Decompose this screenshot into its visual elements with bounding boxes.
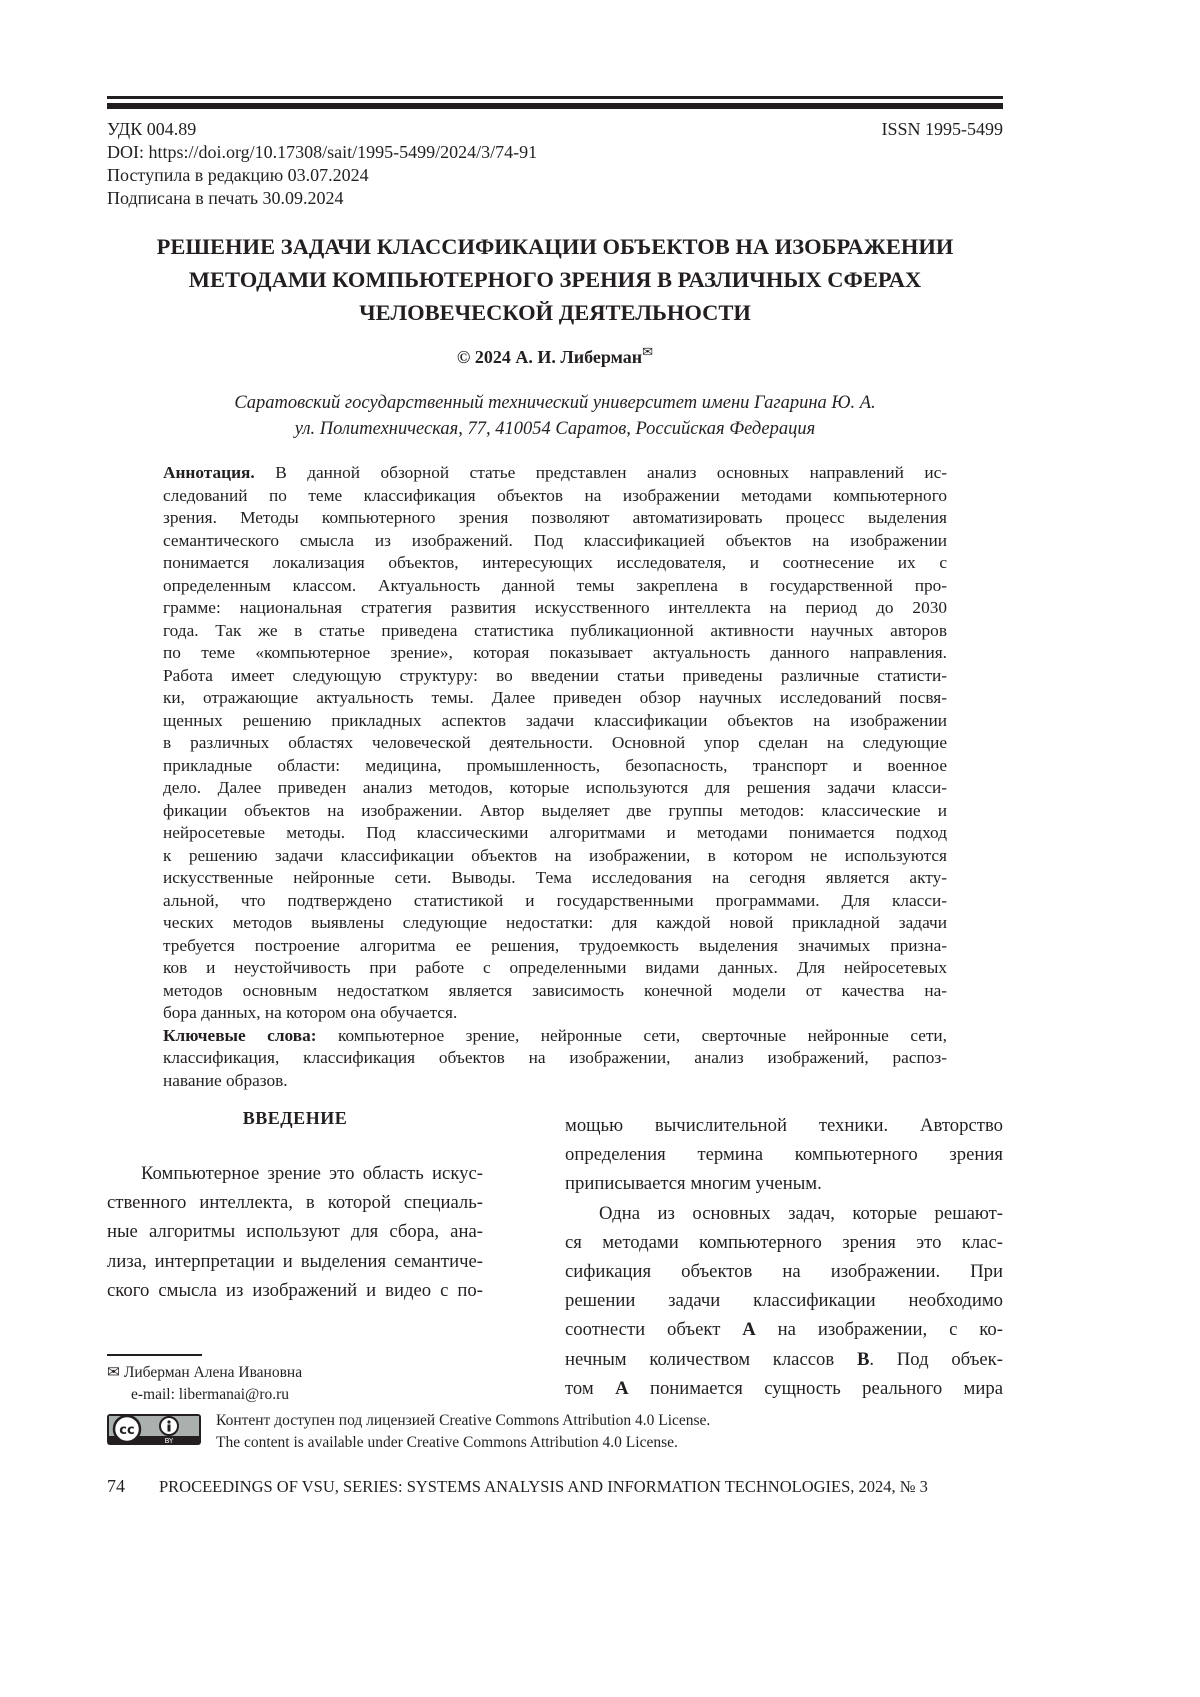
abstract-text: определенным классом. Актуальность данной темы закреплена в государственной про-	[163, 576, 947, 595]
keywords-line	[163, 1025, 947, 1048]
author-line	[107, 344, 1003, 368]
paragraph-line	[107, 1247, 483, 1276]
abstract	[163, 462, 947, 1092]
abstract-line	[163, 620, 947, 643]
abstract-line	[163, 755, 947, 778]
affiliation-line: ул. Политехническая, 77, 410054 Саратов, Российская Федерация	[107, 416, 1003, 442]
article-title	[107, 230, 1003, 329]
signed-date: Подписана в печать 30.09.2024	[107, 187, 537, 210]
abstract-text: ков и неустойчивость при работе с определенными видами данных. Для нейросетевых	[163, 958, 947, 977]
keywords-text: компьютерное зрение, нейронные сети, сверточные нейронные сети,	[316, 1026, 947, 1045]
abstract-line	[163, 935, 947, 958]
abstract-line	[163, 777, 947, 800]
paragraph-line	[565, 1199, 1003, 1228]
paragraph-line	[107, 1159, 483, 1188]
math-symbol: B	[857, 1349, 869, 1370]
line-text: том	[565, 1378, 615, 1399]
line-text: ные алгоритмы используют для сбора, ана-	[107, 1221, 483, 1242]
doi-link[interactable]: DOI: https://doi.org/10.17308/sait/1995-5499/2024/3/74-91	[107, 141, 537, 164]
abstract-line	[163, 597, 947, 620]
license-text	[216, 1410, 710, 1454]
line-text: . Под объек-	[869, 1349, 1003, 1370]
abstract-line	[163, 530, 947, 553]
line-text: приписывается многим ученым.	[565, 1173, 822, 1194]
page-number: 74	[107, 1476, 125, 1496]
affiliation-line: Саратовский государственный технический университет имени Гагарина Ю. А.	[107, 390, 1003, 416]
section-heading-intro: ВВЕДЕНИЕ	[107, 1108, 483, 1129]
paragraph-line	[565, 1374, 1003, 1403]
paragraph-line	[565, 1345, 1003, 1374]
abstract-line	[163, 552, 947, 575]
cc-by-icon	[107, 1414, 201, 1445]
paragraph-line	[565, 1315, 1003, 1344]
title-line: МЕТОДАМИ КОМПЬЮТЕРНОГО ЗРЕНИЯ В РАЗЛИЧНЫХ СФЕРАХ	[107, 263, 1003, 296]
abstract-text: В данной обзорной статье представлен анализ основных направлений ис-	[255, 463, 947, 482]
abstract-line	[163, 867, 947, 890]
abstract-line	[163, 462, 947, 485]
abstract-line	[163, 1002, 947, 1025]
abstract-line	[163, 800, 947, 823]
footnote	[107, 1362, 302, 1406]
abstract-text: понимается локализация объектов, интересующих исследователя, и соотнесение их с	[163, 553, 947, 572]
keywords-text: навание образов.	[163, 1071, 288, 1090]
column-right	[565, 1111, 1003, 1403]
abstract-text: бора данных, на котором она обучается.	[163, 1003, 457, 1022]
line-text: сификация объектов на изображении. При	[565, 1261, 1003, 1282]
author-text: © 2024 А. И. Либерман	[457, 347, 642, 367]
abstract-line	[163, 687, 947, 710]
keywords-text: классификация, классификация объектов на изображении, анализ изображений, распоз-	[163, 1048, 947, 1067]
abstract-line	[163, 710, 947, 733]
line-text: понимается сущность реального мира	[629, 1378, 1003, 1399]
abstract-line	[163, 507, 947, 530]
article-meta	[107, 118, 537, 210]
title-line: ЧЕЛОВЕЧЕСКОЙ ДЕЯТЕЛЬНОСТИ	[107, 296, 1003, 329]
abstract-text: дело. Далее приведен анализ методов, которые используются для решения задачи класси-	[163, 778, 947, 797]
abstract-text: семантического смысла из изображений. Под классификацией объектов на изображении	[163, 531, 947, 550]
abstract-text: Работа имеет следующую структуру: во введении статьи приведены различные статисти-	[163, 666, 947, 685]
abstract-text: к решению задачи классификации объектов на изображении, в котором не используются	[163, 846, 947, 865]
abstract-label: Аннотация.	[163, 463, 255, 482]
license-en: The content is available under Creative Commons Attribution 4.0 License.	[216, 1432, 710, 1454]
line-text: на изображении, с ко-	[756, 1319, 1003, 1340]
line-text: определения термина компьютерного зрения	[565, 1144, 1003, 1165]
line-text: Одна из основных задач, которые решают-	[599, 1203, 1003, 1224]
abstract-line	[163, 912, 947, 935]
license-ru: Контент доступен под лицензией Creative Commons Attribution 4.0 License.	[216, 1410, 710, 1432]
abstract-text: в различных областях человеческой деятельности. Основной упор сделан на следующие	[163, 733, 947, 752]
abstract-text: года. Так же в статье приведена статистика публикационной активности научных авторов	[163, 621, 947, 640]
footnote-email[interactable]: e-mail: libermanai@ro.ru	[107, 1384, 302, 1406]
keywords-line	[163, 1070, 947, 1093]
abstract-text: фикации объектов на изображении. Автор выделяет две группы методов: классические и	[163, 801, 947, 820]
abstract-text: методов основным недостатком является зависимость конечной модели от качества на-	[163, 981, 947, 1000]
udk: УДК 004.89	[107, 118, 537, 141]
abstract-line	[163, 822, 947, 845]
header-rule-thick	[107, 103, 1003, 109]
by-label: BY	[165, 1437, 174, 1445]
issn: ISSN 1995-5499	[881, 118, 1003, 141]
line-text: ского смысла из изображений и видео с по-	[107, 1280, 483, 1301]
paragraph-line	[565, 1257, 1003, 1286]
paragraph-line	[565, 1286, 1003, 1315]
paragraph-line	[565, 1140, 1003, 1169]
affiliation	[107, 390, 1003, 442]
abstract-text: зрения. Методы компьютерного зрения позволяют автоматизировать процесс выделения	[163, 508, 947, 527]
paragraph-line	[565, 1228, 1003, 1257]
math-symbol: A	[742, 1319, 756, 1340]
footnote-author-name: Либерман Алена Ивановна	[124, 1364, 302, 1381]
line-text: мощью вычислительной техники. Авторство	[565, 1115, 1003, 1136]
header-rule-thin	[107, 96, 1003, 99]
abstract-line	[163, 642, 947, 665]
line-text: нечным количеством классов	[565, 1349, 857, 1370]
page-footer	[107, 1476, 1003, 1497]
abstract-line	[163, 890, 947, 913]
line-text: решении задачи классификации необходимо	[565, 1290, 1003, 1311]
abstract-line	[163, 845, 947, 868]
paragraph-line	[107, 1217, 483, 1246]
abstract-text: нейросетевые методы. Под классическими алгоритмами и методами понимается подход	[163, 823, 947, 842]
keywords-label: Ключевые слова:	[163, 1026, 316, 1045]
abstract-text: альной, что подтверждено статистикой и государственными программами. Для класси-	[163, 891, 947, 910]
abstract-line	[163, 575, 947, 598]
keywords-line	[163, 1047, 947, 1070]
abstract-text: ки, отражающие актуальность темы. Далее приведен обзор научных исследований посвя-	[163, 688, 947, 707]
abstract-line	[163, 957, 947, 980]
cc-by-license-badge[interactable]	[107, 1414, 201, 1445]
paragraph-line	[107, 1188, 483, 1217]
abstract-text: по теме «компьютерное зрение», которая показывает актуальность данного направления.	[163, 643, 947, 662]
envelope-icon: ✉	[642, 344, 653, 359]
abstract-line	[163, 732, 947, 755]
footnote-rule	[107, 1354, 202, 1356]
cc-label: cc	[119, 1423, 134, 1438]
abstract-text: грамме: национальная стратегия развития искусственного интеллекта на период до 2030	[163, 598, 947, 617]
line-text: ся методами компьютерного зрения это клас-	[565, 1232, 1003, 1253]
envelope-icon: ✉	[107, 1364, 124, 1381]
column-left	[107, 1159, 483, 1305]
abstract-text: ческих методов выявлены следующие недостатки: для каждой новой прикладной задачи	[163, 913, 947, 932]
line-text: Компьютерное зрение это область искус-	[141, 1163, 483, 1184]
received-date: Поступила в редакцию 03.07.2024	[107, 164, 537, 187]
paragraph-line	[107, 1276, 483, 1305]
journal-name: PROCEEDINGS OF VSU, SERIES: SYSTEMS ANALYSIS AND INFORMATION TECHNOLOGIES, 2024, № 3	[159, 1477, 928, 1496]
line-text: ственного интеллекта, в которой специаль-	[107, 1192, 483, 1213]
abstract-text: искусственные нейронные сети. Выводы. Тема исследования на сегодня является акту-	[163, 868, 947, 887]
abstract-line	[163, 665, 947, 688]
abstract-line	[163, 980, 947, 1003]
title-line: РЕШЕНИЕ ЗАДАЧИ КЛАССИФИКАЦИИ ОБЪЕКТОВ НА ИЗОБРАЖЕНИИ	[107, 230, 1003, 263]
paragraph-line	[565, 1111, 1003, 1140]
abstract-text: следований по теме классификация объектов на изображении методами компьютерного	[163, 486, 947, 505]
line-text: соотнести объект	[565, 1319, 742, 1340]
abstract-text: щенных решению прикладных аспектов задачи классификации объектов на изображении	[163, 711, 947, 730]
abstract-text: прикладные области: медицина, промышленность, безопасность, транспорт и военное	[163, 756, 947, 775]
paragraph-line	[565, 1169, 1003, 1198]
abstract-text: требуется построение алгоритма ее решения, трудоемкость выделения значимых призна-	[163, 936, 947, 955]
line-text: лиза, интерпретации и выделения семантиче-	[107, 1251, 483, 1272]
abstract-line	[163, 485, 947, 508]
math-symbol: A	[615, 1378, 629, 1399]
